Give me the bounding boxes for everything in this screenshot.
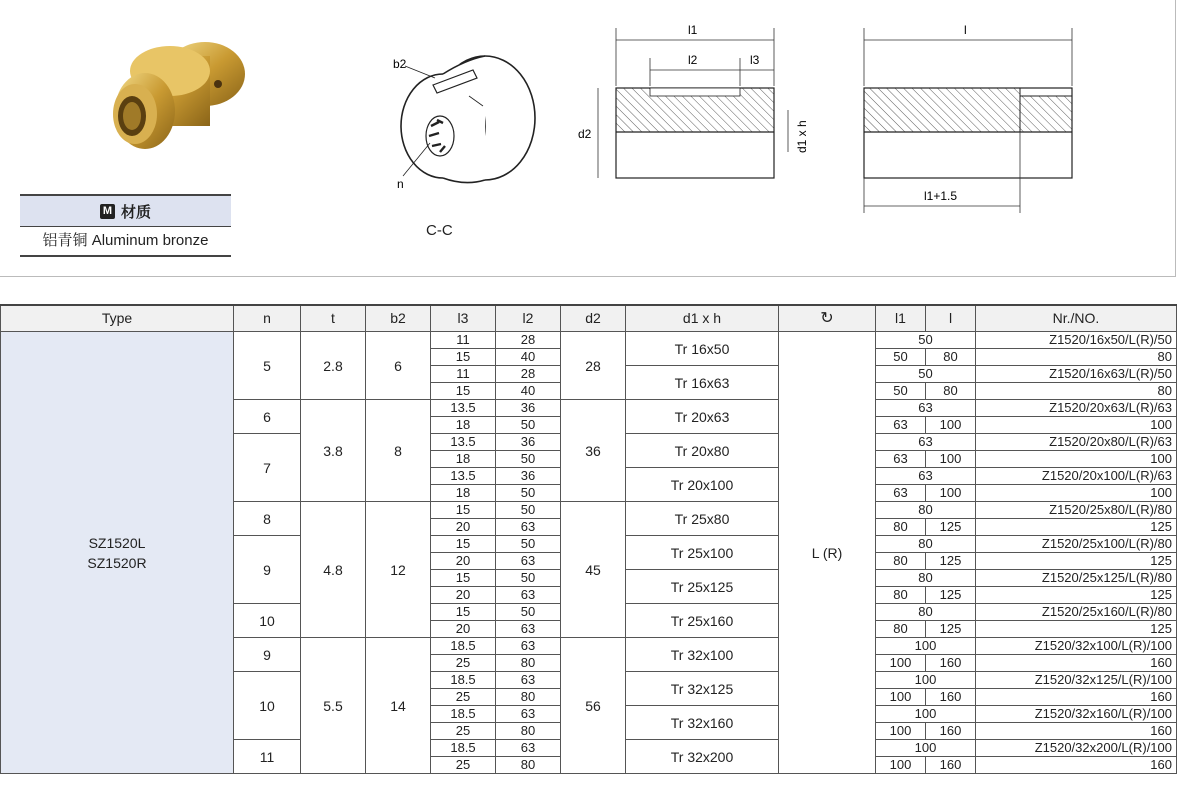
l3-cell: 25 <box>431 655 496 672</box>
l3-cell: 15 <box>431 604 496 621</box>
l3-cell: 11 <box>431 366 496 383</box>
l3-cell: 18 <box>431 485 496 502</box>
l3-cell: 15 <box>431 383 496 400</box>
l1-cell: 50 <box>876 332 976 349</box>
type-cell <box>1 332 234 774</box>
l3-cell: 20 <box>431 553 496 570</box>
nr-cell: 125 <box>976 587 1177 604</box>
l1-cell: 63 <box>876 434 976 451</box>
n-cell: 9 <box>234 536 301 604</box>
nr-cell: 160 <box>976 757 1177 774</box>
side-view-drawing-2 <box>850 18 1090 218</box>
dim-l3: l3 <box>750 53 760 67</box>
l1-cell: 80 <box>876 519 926 536</box>
l-cell: 160 <box>926 723 976 740</box>
d1h-cell: Tr 32x160 <box>626 706 779 740</box>
product-image <box>100 36 260 166</box>
l1-cell: 100 <box>876 740 976 757</box>
dim-d2: d2 <box>578 127 592 141</box>
l2-cell: 63 <box>496 638 561 655</box>
l1-cell: 63 <box>876 468 976 485</box>
l-cell: 80 <box>926 349 976 366</box>
l1-cell: 100 <box>876 672 976 689</box>
spec-table <box>0 304 1177 774</box>
dim-l2: l2 <box>688 53 698 67</box>
nr-cell: Z1520/32x100/L(R)/100 <box>976 638 1177 655</box>
l3-cell: 20 <box>431 587 496 604</box>
nr-cell: Z1520/25x160/L(R)/80 <box>976 604 1177 621</box>
l1-cell: 50 <box>876 383 926 400</box>
l2-cell: 50 <box>496 451 561 468</box>
l3-cell: 25 <box>431 689 496 706</box>
type-value-r: SZ1520R <box>87 554 147 571</box>
b2-cell: 12 <box>366 502 431 638</box>
l3-cell: 13.5 <box>431 434 496 451</box>
col-d1h: d1 x h <box>626 305 779 332</box>
d1h-cell: Tr 25x160 <box>626 604 779 638</box>
t-cell: 4.8 <box>301 502 366 638</box>
n-cell: 9 <box>234 638 301 672</box>
col-nr: Nr./NO. <box>976 305 1177 332</box>
l-cell: 100 <box>926 485 976 502</box>
l2-cell: 80 <box>496 689 561 706</box>
l-cell: 100 <box>926 417 976 434</box>
l2-cell: 63 <box>496 706 561 723</box>
l3-cell: 15 <box>431 536 496 553</box>
l3-cell: 18.5 <box>431 672 496 689</box>
type-value-l: SZ1520L <box>88 534 146 551</box>
l1-cell: 100 <box>876 723 926 740</box>
l2-cell: 50 <box>496 417 561 434</box>
table-header-row <box>1 305 1177 332</box>
l2-cell: 36 <box>496 468 561 485</box>
l3-cell: 13.5 <box>431 468 496 485</box>
l-cell: 125 <box>926 587 976 604</box>
l1-cell: 100 <box>876 757 926 774</box>
l-cell: 100 <box>926 451 976 468</box>
l2-cell: 63 <box>496 553 561 570</box>
t-cell: 3.8 <box>301 400 366 502</box>
l-cell: 160 <box>926 655 976 672</box>
col-d2: d2 <box>561 305 626 332</box>
l2-cell: 80 <box>496 655 561 672</box>
dim-l1: l1 <box>688 23 698 37</box>
nr-cell: 100 <box>976 451 1177 468</box>
nr-cell: Z1520/25x80/L(R)/80 <box>976 502 1177 519</box>
table-body <box>1 332 1177 774</box>
l2-cell: 40 <box>496 349 561 366</box>
d1h-cell: Tr 16x50 <box>626 332 779 366</box>
b2-cell: 14 <box>366 638 431 774</box>
l2-cell: 50 <box>496 536 561 553</box>
d1h-cell: Tr 16x63 <box>626 366 779 400</box>
l-cell: 125 <box>926 553 976 570</box>
nr-cell: Z1520/25x100/L(R)/80 <box>976 536 1177 553</box>
l2-cell: 63 <box>496 621 561 638</box>
t-cell: 2.8 <box>301 332 366 400</box>
nr-cell: Z1520/20x80/L(R)/63 <box>976 434 1177 451</box>
l1-cell: 80 <box>876 536 976 553</box>
n-cell: 5 <box>234 332 301 400</box>
l1-cell: 80 <box>876 621 926 638</box>
nr-cell: Z1520/25x125/L(R)/80 <box>976 570 1177 587</box>
l1-cell: 80 <box>876 502 976 519</box>
n-cell: 7 <box>234 434 301 502</box>
l3-cell: 20 <box>431 519 496 536</box>
l2-cell: 40 <box>496 383 561 400</box>
t-cell: 5.5 <box>301 638 366 774</box>
col-type: Type <box>1 305 234 332</box>
label-b2: b2 <box>393 57 407 71</box>
b2-cell: 8 <box>366 400 431 502</box>
d2-cell: 28 <box>561 332 626 400</box>
nr-cell: 160 <box>976 655 1177 672</box>
l1-cell: 80 <box>876 570 976 587</box>
l1-cell: 100 <box>876 655 926 672</box>
material-value: 铝青铜 Aluminum bronze <box>20 227 231 257</box>
material-title: 材质 <box>120 203 151 221</box>
l2-cell: 50 <box>496 485 561 502</box>
l2-cell: 63 <box>496 672 561 689</box>
d1h-cell: Tr 20x80 <box>626 434 779 468</box>
l3-cell: 15 <box>431 502 496 519</box>
n-cell: 11 <box>234 740 301 774</box>
nr-cell: 80 <box>976 383 1177 400</box>
section-label-cc: C-C <box>426 222 453 239</box>
d1h-cell: Tr 20x100 <box>626 468 779 502</box>
l2-cell: 50 <box>496 502 561 519</box>
drawing-panel <box>0 0 1176 277</box>
l3-cell: 25 <box>431 757 496 774</box>
l1-cell: 100 <box>876 689 926 706</box>
l3-cell: 11 <box>431 332 496 349</box>
nr-cell: Z1520/20x63/L(R)/63 <box>976 400 1177 417</box>
d2-cell: 45 <box>561 502 626 638</box>
col-t: t <box>301 305 366 332</box>
l3-cell: 15 <box>431 570 496 587</box>
l1-cell: 80 <box>876 553 926 570</box>
l-cell: 160 <box>926 757 976 774</box>
l1-cell: 100 <box>876 706 976 723</box>
label-n: n <box>397 177 404 191</box>
l3-cell: 25 <box>431 723 496 740</box>
l3-cell: 18 <box>431 451 496 468</box>
nr-cell: 80 <box>976 349 1177 366</box>
nr-cell: Z1520/20x100/L(R)/63 <box>976 468 1177 485</box>
nr-cell: 125 <box>976 553 1177 570</box>
l1-cell: 80 <box>876 587 926 604</box>
nr-cell: 160 <box>976 689 1177 706</box>
nr-cell: Z1520/32x125/L(R)/100 <box>976 672 1177 689</box>
l1-cell: 63 <box>876 400 976 417</box>
l3-cell: 18.5 <box>431 706 496 723</box>
nr-cell: Z1520/16x63/L(R)/50 <box>976 366 1177 383</box>
d2-cell: 36 <box>561 400 626 502</box>
l2-cell: 80 <box>496 757 561 774</box>
l3-cell: 15 <box>431 349 496 366</box>
l-cell: 80 <box>926 383 976 400</box>
l2-cell: 36 <box>496 434 561 451</box>
n-cell: 10 <box>234 604 301 638</box>
direction-cell: L (R) <box>779 332 876 774</box>
d1h-cell: Tr 25x125 <box>626 570 779 604</box>
l3-cell: 18.5 <box>431 638 496 655</box>
material-icon: M <box>100 204 115 219</box>
l1-cell: 50 <box>876 349 926 366</box>
dim-d1xh: d1 x h <box>795 120 809 153</box>
d1h-cell: Tr 32x200 <box>626 740 779 774</box>
nr-cell: Z1520/32x160/L(R)/100 <box>976 706 1177 723</box>
l2-cell: 80 <box>496 723 561 740</box>
l1-cell: 100 <box>876 638 976 655</box>
col-l: l <box>926 305 976 332</box>
nr-cell: 100 <box>976 417 1177 434</box>
d1h-cell: Tr 32x100 <box>626 638 779 672</box>
l-cell: 125 <box>926 621 976 638</box>
col-l3: l3 <box>431 305 496 332</box>
dim-l1-plus: l1+1.5 <box>924 189 958 203</box>
l2-cell: 28 <box>496 332 561 349</box>
d2-cell: 56 <box>561 638 626 774</box>
col-rotation <box>779 305 876 332</box>
nr-cell: Z1520/16x50/L(R)/50 <box>976 332 1177 349</box>
col-n: n <box>234 305 301 332</box>
table-row <box>1 332 1177 349</box>
b2-cell: 6 <box>366 332 431 400</box>
n-cell: 10 <box>234 672 301 740</box>
nr-cell: 100 <box>976 485 1177 502</box>
l2-cell: 36 <box>496 400 561 417</box>
rotation-icon: ↻ <box>820 310 834 327</box>
l1-cell: 63 <box>876 417 926 434</box>
nr-cell: 125 <box>976 621 1177 638</box>
nr-cell: Z1520/32x200/L(R)/100 <box>976 740 1177 757</box>
n-cell: 8 <box>234 502 301 536</box>
d1h-cell: Tr 32x125 <box>626 672 779 706</box>
col-l2: l2 <box>496 305 561 332</box>
l1-cell: 63 <box>876 451 926 468</box>
dim-l: l <box>964 23 967 37</box>
l2-cell: 50 <box>496 570 561 587</box>
n-cell: 6 <box>234 400 301 434</box>
l2-cell: 63 <box>496 519 561 536</box>
l2-cell: 50 <box>496 604 561 621</box>
material-box <box>20 194 231 256</box>
l3-cell: 18.5 <box>431 740 496 757</box>
l1-cell: 50 <box>876 366 976 383</box>
l1-cell: 80 <box>876 604 976 621</box>
col-b2: b2 <box>366 305 431 332</box>
l2-cell: 63 <box>496 587 561 604</box>
l3-cell: 20 <box>431 621 496 638</box>
l-cell: 160 <box>926 689 976 706</box>
d1h-cell: Tr 25x80 <box>626 502 779 536</box>
nr-cell: 160 <box>976 723 1177 740</box>
d1h-cell: Tr 20x63 <box>626 400 779 434</box>
nr-cell: 125 <box>976 519 1177 536</box>
side-view-drawing <box>570 18 820 193</box>
l2-cell: 63 <box>496 740 561 757</box>
l-cell: 125 <box>926 519 976 536</box>
section-drawing <box>385 48 545 198</box>
l3-cell: 18 <box>431 417 496 434</box>
col-l1: l1 <box>876 305 926 332</box>
l1-cell: 63 <box>876 485 926 502</box>
l2-cell: 28 <box>496 366 561 383</box>
l3-cell: 13.5 <box>431 400 496 417</box>
material-header <box>20 194 231 227</box>
d1h-cell: Tr 25x100 <box>626 536 779 570</box>
